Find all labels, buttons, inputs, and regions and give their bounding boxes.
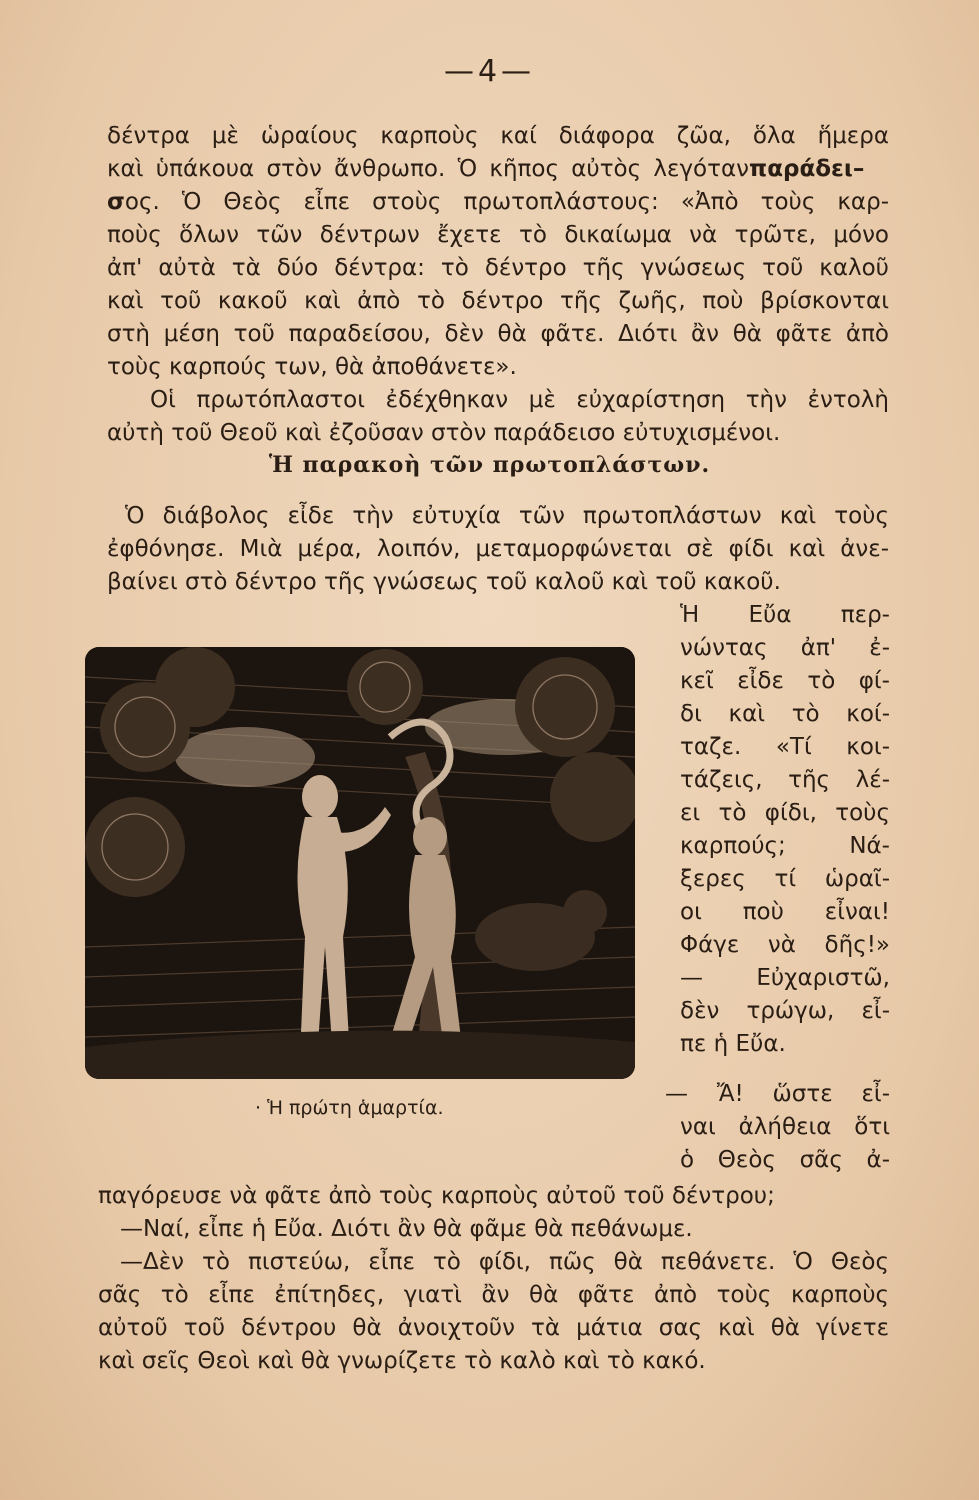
- page-number: —4—: [443, 54, 536, 89]
- text-line: βαίνει στὸ δέντρο τῆς γνώσεως τοῦ καλοῦ καὶ τοῦ κακοῦ.: [107, 569, 781, 595]
- illustration-caption: · Ἡ πρώτη ἁμαρτία.: [255, 1097, 444, 1119]
- adam-eve-woodcut: [85, 647, 635, 1079]
- text-line: Οἱ πρωτόπλαστοι ἐδέχθηκαν μὲ εὐχαρίστηση τὴν ἐντολὴ: [150, 387, 889, 413]
- text-line: δέντρα μὲ ὡραίους καρποὺς καί διάφορα ζῶα, ὅλα ἥμερα: [107, 123, 889, 149]
- text-line: —Δὲν τὸ πιστεύω, εἶπε τὸ φίδι, πῶς θὰ πεθάνετε. Ὁ Θεὸς: [120, 1249, 889, 1275]
- section-heading: Ἡ παρακοὴ τῶν πρωτοπλάστων.: [268, 452, 711, 478]
- bold-word-paradeisos-part2: σ: [107, 189, 125, 215]
- column-line: ταζε. «Τί κοι-: [680, 734, 890, 760]
- text-line: ἀπ' αὐτὰ τὰ δύο δέντρα: τὸ δέντρο τῆς γνώσεως τοῦ καλοῦ: [107, 255, 889, 281]
- text-line: Ὁ διάβολος εἶδε τὴν εὐτυχία τῶν πρωτοπλάστων καὶ τοὺς: [125, 503, 889, 529]
- column-line: ὁ Θεὸς σᾶς ἀ-: [680, 1147, 890, 1173]
- column-line: κεῖ εἶδε τὸ φί-: [680, 668, 890, 694]
- column-line: καρπούς; Νά-: [680, 833, 890, 859]
- woodcut-illustration: [85, 647, 635, 1079]
- text-line: καὶ σεῖς Θεοὶ καὶ θὰ γνωρίζετε τὸ καλὸ καὶ τὸ κακό.: [98, 1348, 706, 1374]
- column-line: Ἡ Εὔα περ-: [680, 602, 890, 628]
- column-line: Φάγε νὰ δῆς!»: [680, 932, 890, 958]
- text-line: αὐτὴ τοῦ Θεοῦ καὶ ἐζοῦσαν στὸν παράδεισο εὐτυχισμένοι.: [107, 420, 781, 446]
- text-line: ἐφθόνησε. Μιὰ μέρα, λοιπόν, μεταμορφώνεται σὲ φίδι καὶ ἀνε-: [107, 536, 889, 562]
- column-line: τάζεις, τῆς λέ-: [680, 767, 890, 793]
- text-line: στὴ μέση τοῦ παραδείσου, δὲν θὰ φᾶτε. Διότι ἂν θὰ φᾶτε ἀπὸ: [107, 321, 889, 347]
- text-line: —Ναί, εἶπε ἡ Εὔα. Διότι ἂν θὰ φᾶμε θὰ πεθάνωμε.: [120, 1216, 693, 1242]
- text-line: αὐτοῦ τοῦ δέντρου θὰ ἀνοιχτοῦν τὰ μάτια σας καὶ θὰ γίνετε: [98, 1315, 889, 1341]
- text-line: παγόρευσε νὰ φᾶτε ἀπὸ τοὺς καρποὺς αὐτοῦ τοῦ δέντρου;: [98, 1183, 775, 1209]
- text-fragment: καὶ ὑπάκουα στὸν ἄνθρωπο. Ὁ κῆπος αὐτὸς λεγόταν: [107, 156, 749, 182]
- column-line: δὲν τρώγω, εἶ-: [680, 998, 890, 1024]
- column-line: νώντας ἀπ' ἐ-: [680, 635, 890, 661]
- column-line: ναι ἀλήθεια ὅτι: [680, 1114, 890, 1140]
- text-line: τοὺς καρπούς των, θὰ ἀποθάνετε».: [107, 354, 517, 380]
- text-fragment: ος. Ὁ Θεὸς εἶπε στοὺς πρωτοπλάστους: «Ἀπὸ τοὺς καρ-: [124, 189, 889, 215]
- text-line: [107, 186, 889, 219]
- column-line: πε ἡ Εὔα.: [680, 1031, 786, 1057]
- column-line: — Εὐχαριστῶ,: [680, 965, 890, 991]
- text-line: σᾶς τὸ εἶπε ἐπίτηδες, γιατὶ ἂν θὰ φᾶτε ἀπὸ τοὺς καρποὺς: [98, 1282, 889, 1308]
- column-line: ει τὸ φίδι, τοὺς: [680, 800, 890, 826]
- text-line: καὶ τοῦ κακοῦ καὶ ἀπὸ τὸ δέντρο τῆς ζωῆς, ποὺ βρίσκονται: [107, 288, 889, 314]
- bold-word-paradeisos-part1: παράδει–: [749, 156, 865, 182]
- column-line: δι καὶ τὸ κοί-: [680, 701, 890, 727]
- column-line: — Ἄ! ὥστε εἶ-: [665, 1081, 890, 1107]
- column-line: οι ποὺ εἶναι!: [680, 899, 890, 925]
- text-line: ποὺς ὅλων τῶν δέντρων ἔχετε τὸ δικαίωμα νὰ τρῶτε, μόνο: [107, 222, 889, 248]
- column-line: ξερες τί ὡραῖ-: [680, 866, 890, 892]
- text-line: [107, 153, 889, 186]
